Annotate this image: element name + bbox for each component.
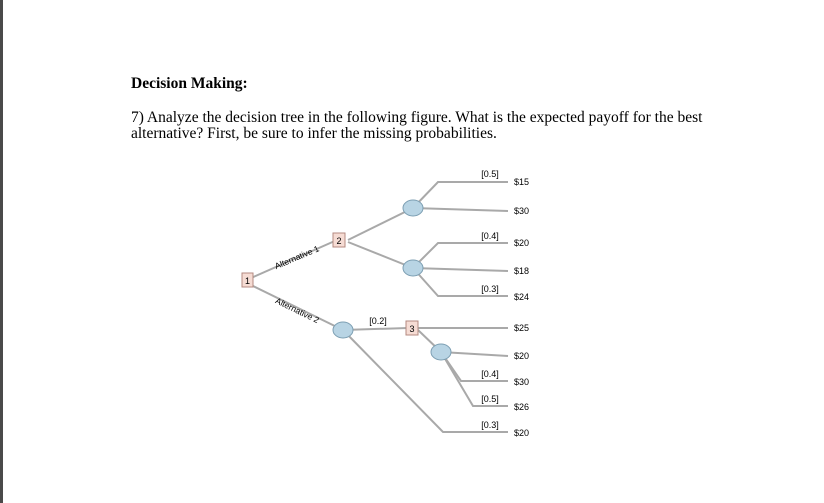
chance-node-middle [403, 260, 423, 276]
payoff-label: $18 [514, 266, 530, 276]
question-line-2: alternative? First, be sure to infer the missing probabilities. [131, 125, 497, 142]
payoff-label: $30 [514, 377, 530, 387]
probability-label: [0.5] [481, 394, 499, 404]
outcome-line-30 [413, 208, 508, 211]
svg-text:2: 2 [336, 236, 342, 246]
probability-label: [0.4] [481, 231, 499, 241]
decision-node-2 [333, 233, 345, 247]
label-alternative-2: Alternative 2 [273, 295, 321, 326]
payoff-label: $15 [514, 177, 530, 187]
outcome-line-20a [413, 243, 508, 268]
section-heading: Decision Making: [131, 75, 248, 92]
label-alternative-1: Alternative 1 [273, 243, 321, 272]
probability-label: [0.5] [481, 169, 499, 179]
payoff-label: $20 [514, 238, 530, 248]
payoff-label: $26 [514, 402, 530, 412]
branch-2-lower [348, 242, 413, 268]
decision-tree-figure [3, 0, 824, 503]
outcome-line-18 [413, 268, 508, 271]
svg-text:1: 1 [244, 276, 251, 286]
svg-text:3: 3 [409, 324, 415, 334]
branch-2-upper [348, 208, 413, 240]
decision-node-1 [242, 273, 253, 287]
probability-label: [0.4] [481, 369, 499, 379]
payoff-label: $20 [514, 351, 530, 361]
decision-node-3 [406, 321, 418, 335]
payoff-label: $20 [514, 428, 530, 438]
probability-label: [0.3] [481, 284, 499, 294]
chance-node-alternative-2 [333, 322, 353, 338]
payoff-label: $25 [514, 323, 530, 333]
payoff-label: $30 [514, 206, 530, 216]
probability-label: [0.3] [481, 420, 499, 430]
chance-node-upper [403, 200, 423, 216]
chance-node-lower [431, 344, 451, 360]
probability-label: [0.2] [369, 316, 387, 326]
outcome-line-15 [413, 182, 508, 208]
question-line-1: 7) Analyze the decision tree in the following figure. What is the expected payoff for the best [131, 109, 703, 126]
payoff-label: $24 [514, 292, 530, 302]
